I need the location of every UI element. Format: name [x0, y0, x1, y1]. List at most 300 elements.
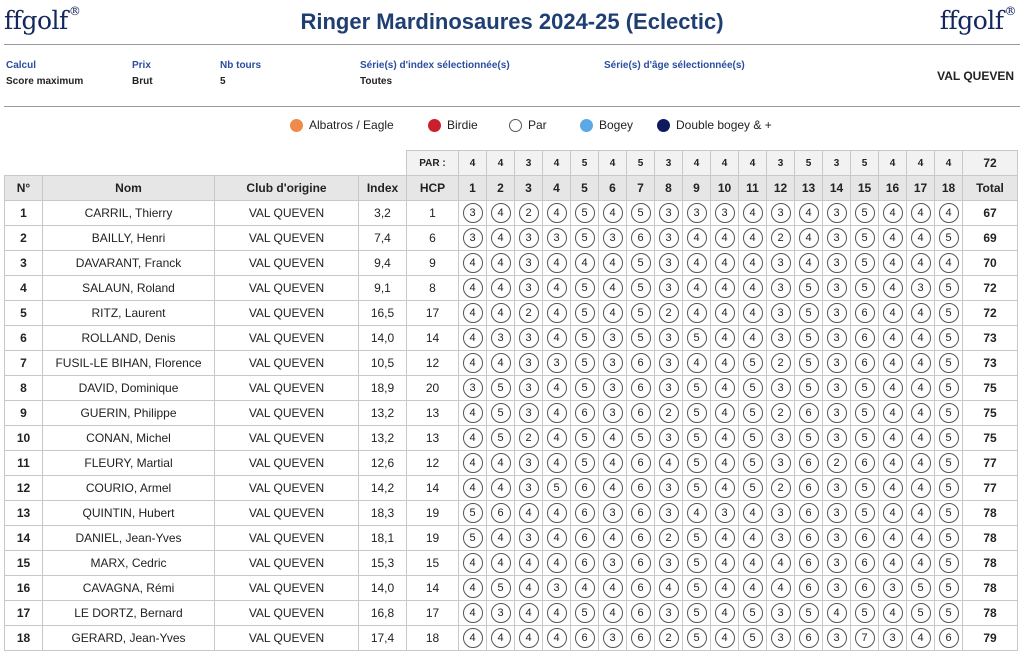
- player-total: 70: [963, 251, 1018, 276]
- hole-score-cell: [907, 401, 935, 426]
- hole-score-cell: [515, 626, 543, 651]
- hole-score: 6: [631, 228, 651, 248]
- hole-score: 5: [799, 353, 819, 373]
- player-hcp: 17: [407, 301, 459, 326]
- hole-score-cell: [907, 476, 935, 501]
- hole-score-cell: [571, 601, 599, 626]
- legend-par: Par: [509, 117, 547, 133]
- hole-score: 4: [687, 253, 707, 273]
- hole-score-cell: [823, 276, 851, 301]
- hole-score: 5: [575, 328, 595, 348]
- hole-score: 4: [939, 253, 959, 273]
- hole-score: 6: [631, 628, 651, 648]
- hole-score: 4: [603, 453, 623, 473]
- hole-score: 2: [659, 628, 679, 648]
- hole-score: 6: [799, 553, 819, 573]
- hole-score: 5: [575, 203, 595, 223]
- col-header-hole-8: 8: [655, 176, 683, 201]
- hole-score-cell: [739, 451, 767, 476]
- hole-score-cell: [711, 626, 739, 651]
- player-index: 9,1: [359, 276, 407, 301]
- hole-score: 4: [883, 353, 903, 373]
- col-header-total[interactable]: Total: [963, 176, 1018, 201]
- hole-score-cell: [487, 501, 515, 526]
- hole-score-cell: [515, 576, 543, 601]
- hole-score: 3: [827, 253, 847, 273]
- table-row[interactable]: [5, 426, 1018, 451]
- hole-score: 5: [743, 603, 763, 623]
- hole-score-cell: [459, 451, 487, 476]
- hole-score: 6: [631, 453, 651, 473]
- hole-score: 5: [939, 528, 959, 548]
- col-header-hole-4: 4: [543, 176, 571, 201]
- hole-score-cell: [711, 326, 739, 351]
- hole-score: 6: [575, 553, 595, 573]
- par-hole-17: 4: [907, 151, 935, 176]
- hole-score: 4: [715, 478, 735, 498]
- table-row[interactable]: [5, 526, 1018, 551]
- hole-score-cell: [935, 351, 963, 376]
- hole-score-cell: [487, 226, 515, 251]
- hole-score: 6: [799, 478, 819, 498]
- hole-score-cell: [795, 551, 823, 576]
- hole-score-cell: [795, 626, 823, 651]
- hole-score: 6: [631, 503, 651, 523]
- hole-score: 5: [687, 328, 707, 348]
- hole-score: 5: [855, 403, 875, 423]
- hole-score: 3: [771, 203, 791, 223]
- player-club: VAL QUEVEN: [215, 626, 359, 651]
- col-header-hcp[interactable]: HCP: [407, 176, 459, 201]
- hole-score-cell: [655, 401, 683, 426]
- hole-score-cell: [711, 476, 739, 501]
- hole-score-cell: [711, 576, 739, 601]
- hole-score: 4: [547, 628, 567, 648]
- hole-score: 3: [827, 228, 847, 248]
- row-rank: 14: [5, 526, 43, 551]
- hole-score: 4: [687, 503, 707, 523]
- hole-score-cell: [767, 501, 795, 526]
- player-total: 69: [963, 226, 1018, 251]
- hole-score-cell: [655, 201, 683, 226]
- hole-score: 4: [715, 578, 735, 598]
- player-name: DAVID, Dominique: [43, 376, 215, 401]
- par-hole-4: 4: [543, 151, 571, 176]
- hole-score: 4: [911, 403, 931, 423]
- hole-score-cell: [487, 576, 515, 601]
- player-name: SALAUN, Roland: [43, 276, 215, 301]
- hole-score-cell: [711, 551, 739, 576]
- row-rank: 18: [5, 626, 43, 651]
- hole-score: 4: [519, 553, 539, 573]
- hole-score: 3: [659, 553, 679, 573]
- player-hcp: 17: [407, 601, 459, 626]
- hole-score: 3: [659, 203, 679, 223]
- hole-score: 4: [911, 203, 931, 223]
- hole-score: 4: [883, 478, 903, 498]
- hole-score: 5: [855, 378, 875, 398]
- player-name: FLEURY, Martial: [43, 451, 215, 476]
- player-name: RITZ, Laurent: [43, 301, 215, 326]
- hole-score: 3: [883, 628, 903, 648]
- ffgolf-logo-left[interactable]: ffgolf®: [4, 4, 81, 35]
- hole-score: 3: [659, 428, 679, 448]
- hole-score: 4: [715, 228, 735, 248]
- hole-score: 6: [575, 503, 595, 523]
- table-row[interactable]: [5, 601, 1018, 626]
- hole-score: 3: [827, 378, 847, 398]
- hole-score: 4: [883, 328, 903, 348]
- hole-score: 4: [715, 603, 735, 623]
- hole-score-cell: [767, 351, 795, 376]
- col-header-club[interactable]: Club d'origine: [215, 176, 359, 201]
- hole-score: 5: [547, 478, 567, 498]
- hole-score-cell: [711, 426, 739, 451]
- player-index: 3,2: [359, 201, 407, 226]
- hole-score: 4: [743, 203, 763, 223]
- hole-score: 3: [827, 528, 847, 548]
- table-row[interactable]: [5, 301, 1018, 326]
- player-hcp: 14: [407, 326, 459, 351]
- hole-score: 4: [911, 303, 931, 323]
- hole-score: 5: [687, 428, 707, 448]
- hole-score-cell: [627, 276, 655, 301]
- hole-score-cell: [907, 601, 935, 626]
- player-hcp: 13: [407, 401, 459, 426]
- hole-score-cell: [683, 526, 711, 551]
- hole-score-cell: [599, 326, 627, 351]
- player-hcp: 19: [407, 501, 459, 526]
- hole-score-cell: [487, 526, 515, 551]
- hole-score: 4: [491, 628, 511, 648]
- hole-score: 4: [715, 453, 735, 473]
- hole-score-cell: [459, 476, 487, 501]
- player-index: 12,6: [359, 451, 407, 476]
- hole-score-cell: [935, 426, 963, 451]
- hole-score: 4: [547, 528, 567, 548]
- hole-score-cell: [683, 276, 711, 301]
- hole-score: 4: [659, 453, 679, 473]
- hole-score: 5: [575, 228, 595, 248]
- hole-score-cell: [599, 401, 627, 426]
- hole-score: 5: [491, 378, 511, 398]
- par-row: [5, 151, 1018, 176]
- hole-score: 4: [491, 353, 511, 373]
- hole-score-cell: [795, 476, 823, 501]
- col-header-hole-2: 2: [487, 176, 515, 201]
- row-rank: 8: [5, 376, 43, 401]
- hole-score: 2: [659, 303, 679, 323]
- hole-score-cell: [655, 626, 683, 651]
- hole-score-cell: [879, 376, 907, 401]
- col-header-hole-7: 7: [627, 176, 655, 201]
- hole-score: 4: [463, 453, 483, 473]
- hole-score: 4: [463, 628, 483, 648]
- row-rank: 12: [5, 476, 43, 501]
- hole-score: 4: [603, 278, 623, 298]
- player-club: VAL QUEVEN: [215, 576, 359, 601]
- ffgolf-logo-right[interactable]: ffgolf®: [939, 4, 1016, 35]
- hole-score: 4: [547, 328, 567, 348]
- table-row[interactable]: [5, 226, 1018, 251]
- hole-score-cell: [571, 276, 599, 301]
- hole-score: 4: [491, 528, 511, 548]
- hole-score-cell: [683, 301, 711, 326]
- hole-score-cell: [711, 226, 739, 251]
- table-row[interactable]: [5, 576, 1018, 601]
- player-name: COURIO, Armel: [43, 476, 215, 501]
- hole-score: 4: [799, 253, 819, 273]
- table-row[interactable]: [5, 376, 1018, 401]
- page-title: Ringer Mardinosaures 2024-25 (Eclectic): [300, 9, 724, 34]
- hole-score-cell: [571, 301, 599, 326]
- hole-score-cell: [739, 251, 767, 276]
- table-row[interactable]: [5, 201, 1018, 226]
- hole-score: 4: [743, 253, 763, 273]
- table-row[interactable]: [5, 351, 1018, 376]
- hole-score-cell: [571, 326, 599, 351]
- hole-score: 3: [687, 203, 707, 223]
- hole-score-cell: [879, 301, 907, 326]
- hole-score: 5: [939, 503, 959, 523]
- hole-score: 4: [603, 303, 623, 323]
- birdie-dot-icon: [428, 119, 441, 132]
- col-header-hole-14: 14: [823, 176, 851, 201]
- hole-score: 4: [659, 578, 679, 598]
- par-hole-12: 3: [767, 151, 795, 176]
- hole-score-cell: [599, 276, 627, 301]
- hole-score-cell: [515, 226, 543, 251]
- hole-score-cell: [683, 251, 711, 276]
- hole-score: 4: [771, 553, 791, 573]
- hole-score-cell: [599, 451, 627, 476]
- hole-score: 4: [463, 403, 483, 423]
- hole-score: 4: [603, 478, 623, 498]
- hole-score-cell: [767, 626, 795, 651]
- hole-score: 5: [463, 528, 483, 548]
- player-index: 18,3: [359, 501, 407, 526]
- hole-score: 6: [575, 403, 595, 423]
- hole-score: 4: [911, 453, 931, 473]
- hole-score: 4: [743, 553, 763, 573]
- table-row[interactable]: [5, 626, 1018, 651]
- player-name: CARRIL, Thierry: [43, 201, 215, 226]
- hole-score: 4: [463, 353, 483, 373]
- hole-score-cell: [879, 201, 907, 226]
- par-hole-11: 4: [739, 151, 767, 176]
- player-index: 7,4: [359, 226, 407, 251]
- header-row: [5, 176, 1018, 201]
- hole-score-cell: [543, 476, 571, 501]
- hole-score-cell: [767, 226, 795, 251]
- hole-score: 4: [715, 278, 735, 298]
- col-header-index[interactable]: Index: [359, 176, 407, 201]
- hole-score-cell: [683, 226, 711, 251]
- hole-score-cell: [627, 526, 655, 551]
- hole-score-cell: [795, 401, 823, 426]
- hole-score-cell: [935, 576, 963, 601]
- hole-score: 3: [519, 528, 539, 548]
- hole-score: 4: [603, 253, 623, 273]
- hole-score: 3: [715, 203, 735, 223]
- hole-score-cell: [543, 326, 571, 351]
- hole-score: 2: [659, 403, 679, 423]
- hole-score: 5: [855, 503, 875, 523]
- hole-score-cell: [459, 401, 487, 426]
- hole-score-cell: [459, 551, 487, 576]
- hole-score: 5: [687, 403, 707, 423]
- hole-score-cell: [599, 626, 627, 651]
- hole-score: 6: [631, 578, 651, 598]
- hole-score-cell: [543, 351, 571, 376]
- player-total: 78: [963, 601, 1018, 626]
- player-hcp: 6: [407, 226, 459, 251]
- player-hcp: 14: [407, 576, 459, 601]
- hole-score-cell: [683, 426, 711, 451]
- table-row[interactable]: [5, 551, 1018, 576]
- hole-score-cell: [851, 426, 879, 451]
- table-row[interactable]: [5, 401, 1018, 426]
- hole-score-cell: [627, 376, 655, 401]
- col-header-hole-15: 15: [851, 176, 879, 201]
- player-name: QUINTIN, Hubert: [43, 501, 215, 526]
- col-header-num[interactable]: N°: [5, 176, 43, 201]
- hole-score: 3: [603, 228, 623, 248]
- col-header-nom[interactable]: Nom: [43, 176, 215, 201]
- hole-score-cell: [851, 601, 879, 626]
- hole-score-cell: [655, 276, 683, 301]
- hole-score: 5: [491, 428, 511, 448]
- hole-score-cell: [515, 326, 543, 351]
- hole-score: 4: [715, 353, 735, 373]
- hole-score: 4: [547, 378, 567, 398]
- hole-score-cell: [571, 476, 599, 501]
- hole-score-cell: [935, 301, 963, 326]
- hole-score-cell: [739, 276, 767, 301]
- table-row[interactable]: [5, 451, 1018, 476]
- player-name: GUERIN, Philippe: [43, 401, 215, 426]
- player-hcp: 15: [407, 551, 459, 576]
- info-divider: [4, 106, 1020, 107]
- hole-score-cell: [543, 426, 571, 451]
- hole-score: 2: [771, 478, 791, 498]
- hole-score: 4: [463, 303, 483, 323]
- hole-score: 5: [939, 228, 959, 248]
- hole-score-cell: [655, 251, 683, 276]
- hole-score-cell: [487, 601, 515, 626]
- hole-score: 4: [743, 228, 763, 248]
- hole-score: 3: [659, 378, 679, 398]
- hole-score: 4: [519, 503, 539, 523]
- hole-score: 4: [491, 278, 511, 298]
- hole-score: 3: [827, 628, 847, 648]
- hole-score: 3: [519, 453, 539, 473]
- hole-score: 5: [575, 428, 595, 448]
- table-row[interactable]: [5, 501, 1018, 526]
- hole-score-cell: [487, 351, 515, 376]
- hole-score-cell: [795, 601, 823, 626]
- par-hole-3: 3: [515, 151, 543, 176]
- table-row[interactable]: [5, 326, 1018, 351]
- hole-score-cell: [795, 251, 823, 276]
- hole-score-cell: [627, 451, 655, 476]
- table-row[interactable]: [5, 276, 1018, 301]
- hole-score-cell: [571, 226, 599, 251]
- par-hole-2: 4: [487, 151, 515, 176]
- hole-score-cell: [739, 526, 767, 551]
- hole-score-cell: [487, 251, 515, 276]
- hole-score-cell: [739, 426, 767, 451]
- hole-score-cell: [907, 276, 935, 301]
- hole-score: 5: [687, 478, 707, 498]
- col-header-hole-5: 5: [571, 176, 599, 201]
- hole-score-cell: [627, 351, 655, 376]
- hole-score-cell: [543, 376, 571, 401]
- hole-score-cell: [599, 226, 627, 251]
- hole-score: 4: [715, 253, 735, 273]
- bogey-dot-icon: [580, 119, 593, 132]
- player-index: 14,2: [359, 476, 407, 501]
- hole-score: 4: [883, 253, 903, 273]
- hole-score-cell: [515, 376, 543, 401]
- hole-score-cell: [739, 226, 767, 251]
- hole-score: 4: [603, 603, 623, 623]
- hole-score-cell: [515, 201, 543, 226]
- hole-score: 4: [463, 478, 483, 498]
- hole-score-cell: [571, 501, 599, 526]
- eagle-dot-icon: [290, 119, 303, 132]
- hole-score-cell: [515, 601, 543, 626]
- hole-score-cell: [515, 351, 543, 376]
- hole-score: 4: [603, 203, 623, 223]
- hole-score-cell: [571, 451, 599, 476]
- hole-score-cell: [627, 401, 655, 426]
- hole-score: 4: [911, 353, 931, 373]
- player-index: 18,1: [359, 526, 407, 551]
- table-row[interactable]: [5, 476, 1018, 501]
- hole-score: 3: [603, 378, 623, 398]
- info-index-series: Série(s) d'index sélectionnée(s) Toutes: [360, 60, 510, 87]
- player-hcp: 13: [407, 426, 459, 451]
- hole-score-cell: [935, 326, 963, 351]
- hole-score: 3: [771, 278, 791, 298]
- hole-score: 4: [883, 203, 903, 223]
- hole-score-cell: [739, 401, 767, 426]
- hole-score: 5: [939, 478, 959, 498]
- hole-score-cell: [599, 251, 627, 276]
- hole-score-cell: [515, 426, 543, 451]
- hole-score-cell: [683, 401, 711, 426]
- par-hole-7: 5: [627, 151, 655, 176]
- hole-score: 5: [575, 278, 595, 298]
- player-hcp: 18: [407, 626, 459, 651]
- hole-score: 4: [743, 528, 763, 548]
- hole-score: 4: [883, 503, 903, 523]
- hole-score-cell: [879, 601, 907, 626]
- hole-score: 4: [687, 228, 707, 248]
- hole-score-cell: [515, 501, 543, 526]
- hole-score-cell: [711, 601, 739, 626]
- hole-score: 4: [603, 528, 623, 548]
- hole-score: 3: [463, 203, 483, 223]
- player-name: LE DORTZ, Bernard: [43, 601, 215, 626]
- hole-score: 5: [743, 353, 763, 373]
- hole-score-cell: [543, 526, 571, 551]
- hole-score: 6: [855, 553, 875, 573]
- hole-score-cell: [767, 601, 795, 626]
- hole-score: 5: [687, 528, 707, 548]
- table-row[interactable]: [5, 251, 1018, 276]
